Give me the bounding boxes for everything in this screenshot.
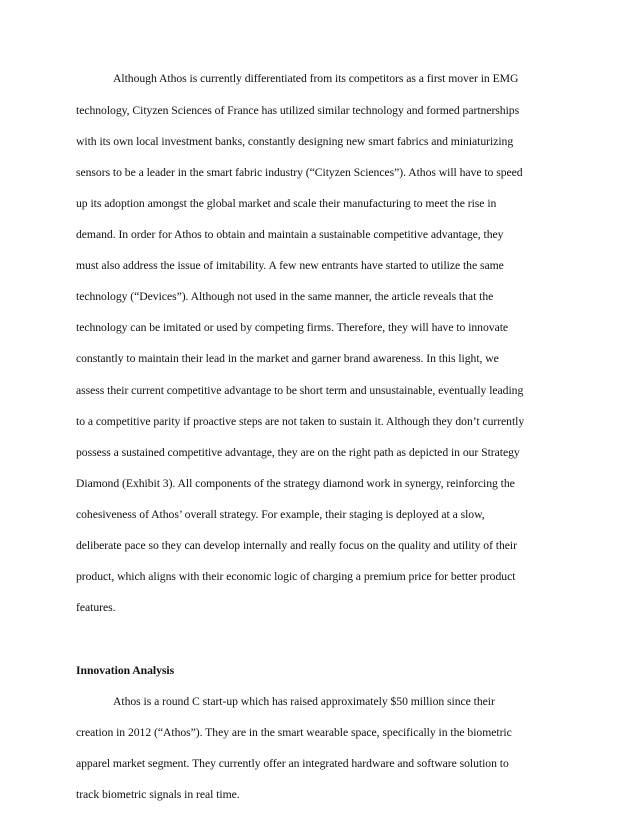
paragraph-1-line-14: Diamond (Exhibit 3). All components of the strategy diamond work in synergy, reinforcing the	[76, 477, 515, 490]
paragraph-1-line-11: assess their current competitive advantage to be short term and unsustainable, eventually leading	[76, 384, 524, 397]
paragraph-1-line-9: technology can be imitated or used by competing firms. Therefore, they will have to innovate	[76, 321, 509, 334]
paragraph-1-line-16: deliberate pace so they can develop internally and really focus on the quality and utility of their	[76, 539, 517, 552]
paragraph-1-line-17: product, which aligns with their economic logic of charging a premium price for better product	[76, 570, 516, 583]
paragraph-1-line-7: must also address the issue of imitability. A few new entrants have started to utilize the same	[76, 259, 504, 272]
paragraph-1-line-6: demand. In order for Athos to obtain and maintain a sustainable competitive advantage, they	[76, 228, 504, 241]
paragraph-1-line-13: possess a sustained competitive advantage, they are on the right path as depicted in our Strategy	[76, 446, 520, 459]
paragraph-1-line-3: with its own local investment banks, constantly designing new smart fabrics and miniaturizing	[76, 135, 514, 148]
paragraph-1-line-10: constantly to maintain their lead in the market and garner brand awareness. In this light, we	[76, 352, 499, 365]
paragraph-1-line-2: technology, Cityzen Sciences of France has utilized similar technology and formed partnerships	[76, 104, 520, 117]
paragraph-1-line-12: to a competitive parity if proactive steps are not taken to sustain it. Although they don’t currently	[76, 415, 525, 428]
paragraph-2-line-2: creation in 2012 (“Athos”). They are in the smart wearable space, specifically in the biometric	[76, 726, 512, 739]
paragraph-1-line-8: technology (“Devices”). Although not used in the same manner, the article reveals that the	[76, 290, 494, 303]
paragraph-1-line-18: features.	[76, 601, 116, 614]
paragraph-1-line-1: Although Athos is currently differentiated from its competitors as a first mover in EMG	[113, 72, 519, 85]
paragraph-2-line-3: apparel market segment. They currently offer an integrated hardware and software solution to	[76, 757, 509, 770]
paragraph-1-line-15: cohesiveness of Athos’ overall strategy. For example, their staging is deployed at a slow,	[76, 508, 485, 521]
paragraph-2-line-1: Athos is a round C start-up which has raised approximately $50 million since their	[113, 695, 495, 708]
paragraph-1-line-5: up its adoption amongst the global market and scale their manufacturing to meet the rise in	[76, 197, 497, 210]
paragraph-1-line-4: sensors to be a leader in the smart fabric industry (“Cityzen Sciences”). Athos will have to speed	[76, 166, 523, 179]
paragraph-2-line-4: track biometric signals in real time.	[76, 788, 240, 801]
section-heading: Innovation Analysis	[76, 664, 175, 677]
